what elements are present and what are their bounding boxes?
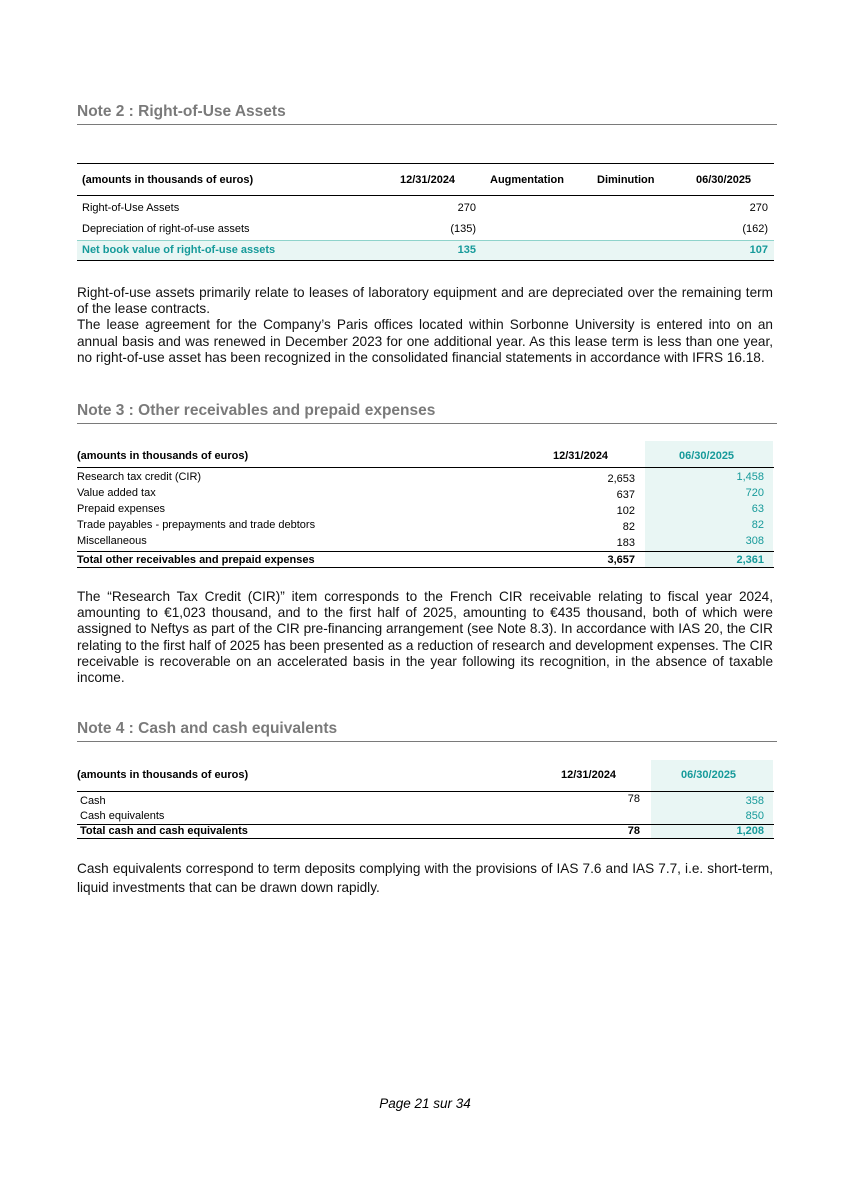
row-label: Trade payables - prepayments and trade debtors <box>77 519 316 531</box>
row-value-2025: 63 <box>751 503 764 515</box>
row-label: Value added tax <box>77 487 156 499</box>
total-value-2024: 78 <box>627 825 640 837</box>
row-value-2024: 183 <box>616 537 635 549</box>
total-label: Total other receivables and prepaid expenses <box>77 554 315 566</box>
note2-text <box>77 285 773 366</box>
row-value-2024: 270 <box>457 202 476 214</box>
col-header-label: (amounts in thousands of euros) <box>77 450 249 462</box>
row-label: Miscellaneous <box>77 535 147 547</box>
row-value-2025: 308 <box>745 535 764 547</box>
header-rule <box>77 467 774 468</box>
row-label: Cash <box>80 795 106 807</box>
total-value-2025: 2,361 <box>736 554 764 566</box>
col-header-label: (amounts in thousands of euros) <box>82 174 254 186</box>
row-value-2025: 720 <box>745 487 764 499</box>
row-value-2024: 78 <box>627 793 640 805</box>
total-value-2024: 3,657 <box>607 554 635 566</box>
page-number: Page 21 sur 34 <box>379 1096 471 1111</box>
row-label: Prepaid expenses <box>77 503 166 515</box>
row-value-2025: (162) <box>742 223 768 235</box>
note3-text <box>77 589 773 686</box>
table-top-rule <box>77 163 774 164</box>
paragraph: Right-of-use assets primarily relate to leases of laboratory equipment and are depreciated over the remaining term of the lease contracts. <box>77 285 773 317</box>
col-header-2024: 12/31/2024 <box>561 769 617 781</box>
row-label: Depreciation of right-of-use assets <box>82 223 250 235</box>
row-value-2025: 358 <box>745 795 764 807</box>
row-value-2024: 2,653 <box>607 473 635 485</box>
table-bottom-rule <box>77 838 774 839</box>
col-header-2025: 06/30/2025 <box>681 769 737 781</box>
total-top-rule <box>77 551 774 552</box>
col-header-2025: 06/30/2025 <box>679 450 735 462</box>
row-value-2025: 1,458 <box>736 471 764 483</box>
total-value-2025: 107 <box>749 244 768 256</box>
col-header-2025: 06/30/2025 <box>696 174 752 186</box>
paragraph: Cash equivalents correspond to term deposits complying with the provisions of IAS 7.6 and IAS 7.7, i.e. short-term, liquid investments that can be drawn down rapidly. <box>77 861 773 895</box>
total-value-2025: 1,208 <box>736 825 764 837</box>
row-value-2025: 850 <box>745 810 764 822</box>
col-header-label: (amounts in thousands of euros) <box>77 769 249 781</box>
total-label: Net book value of right-of-use assets <box>82 244 276 256</box>
row-label: Right-of-Use Assets <box>82 202 180 214</box>
row-label: Cash equivalents <box>80 810 165 822</box>
row-label: Research tax credit (CIR) <box>77 471 202 483</box>
table-bottom-rule <box>77 567 774 568</box>
note4-text <box>77 859 773 897</box>
header-rule <box>77 791 774 792</box>
note2-title: Note 2 : Right-of-Use Assets <box>77 103 777 125</box>
note3-title: Note 3 : Other receivables and prepaid expenses <box>77 402 777 424</box>
col-header-2024: 12/31/2024 <box>553 450 609 462</box>
total-label: Total cash and cash equivalents <box>80 825 248 837</box>
paragraph: The “Research Tax Credit (CIR)” item corresponds to the French CIR receivable relating to fiscal year 2024, amounting to €1,023 thousand, and to the first half of 2025, amounting to €435 thousand, both of which were assigned to Neftys as part of the CIR pre-financing arrangement (see Note 8.3). In accordance with IAS 20, the CIR relating to the first half of 2025 has been presented as a reduction of research and development expenses. The CIR receivable is recoverable on an accelerated basis in the year following its recognition, in the absence of taxable income. <box>77 589 773 686</box>
col-header-diminution: Diminution <box>597 174 655 186</box>
row-value-2024: 102 <box>616 505 635 517</box>
row-value-2024: 637 <box>616 489 635 501</box>
row-value-2025: 270 <box>749 202 768 214</box>
total-value-2024: 135 <box>457 244 476 256</box>
row-value-2024: 82 <box>622 521 635 533</box>
total-top-rule <box>77 240 774 241</box>
row-value-2024: (135) <box>450 223 476 235</box>
paragraph: The lease agreement for the Company’s Paris offices located within Sorbonne University is entered into on an annual basis and was renewed in December 2023 for one additional year. As this lease term is less than one year, no right-of-use asset has been recognized in the consolidated financial statements in accordance with IFRS 16.18. <box>77 317 773 365</box>
header-rule <box>77 195 774 196</box>
col-header-2024: 12/31/2024 <box>400 174 456 186</box>
note4-title: Note 4 : Cash and cash equivalents <box>77 720 777 742</box>
row-value-2025: 82 <box>751 519 764 531</box>
col-header-augmentation: Augmentation <box>490 174 564 186</box>
table-bottom-rule <box>77 260 774 261</box>
